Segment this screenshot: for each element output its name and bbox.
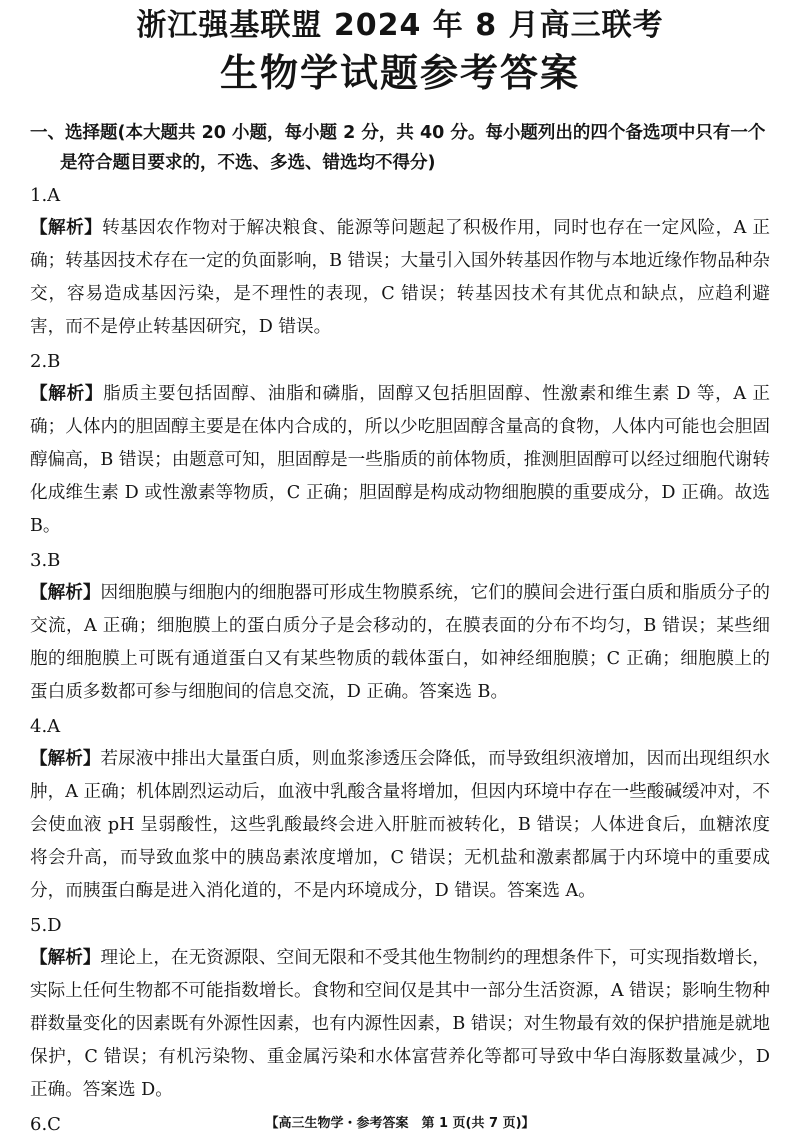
question-item <box>30 545 770 709</box>
answer-key-title: 生物学试题参考答案 <box>219 50 580 95</box>
exam-title: 浙江强基联盟 2024 年 8 月高三联考 <box>136 8 664 43</box>
analysis-label: 【解析】 <box>30 948 101 968</box>
question-analysis <box>30 942 770 1107</box>
analysis-text: 因细胞膜与细胞内的细胞器可形成生物膜系统，它们的膜间会进行蛋白质和脂质分子的交流，A 正确；细胞膜上的蛋白质分子是会移动的，在膜表面的分布不均匀，B 错误；某些细胞的细胞膜上可既有通道蛋白又有某些物质的载体蛋白，如神经细胞膜；C 正确；细胞膜上的蛋白质多数都可参与细胞间的信息交流，D 正确。答案选 B。 <box>30 583 770 702</box>
analysis-text: 若尿液中排出大量蛋白质，则血浆渗透压会降低，而导致组织液增加，因而出现组织水肿，A 正确；机体剧烈运动后，血液中乳酸含量将增加，但因内环境中存在一些酸碱缓冲对，不会使血液 pH 呈弱酸性，这些乳酸最终会进入肝脏而被转化，B 错误；人体进食后，血糖浓度将会升高，而导致血浆中的胰岛素浓度增加，C 错误；无机盐和激素都属于内环境中的重要成分，而胰蛋白酶是进入消化道的，不是内环境成分，D 错误。答案选 A。 <box>30 749 770 901</box>
question-number: 4.A <box>30 716 61 737</box>
question-analysis <box>30 212 770 344</box>
question-analysis <box>30 743 770 908</box>
question-number: 6.C <box>30 1114 61 1135</box>
analysis-text: 转基因农作物对于解决粮食、能源等问题起了积极作用，同时也存在一定风险，A 正确；转基因技术存在一定的负面影响，B 错误；大量引入国外转基因作物与本地近缘作物品种杂交，容易造成基因污染，是不理性的表现，C 错误；转基因技术有其优点和缺点，应趋利避害，而不是停止转基因研究，D 错误。 <box>30 218 770 337</box>
answer-page <box>0 8 800 1140</box>
analysis-label: 【解析】 <box>30 384 104 404</box>
analysis-label: 【解析】 <box>30 749 101 769</box>
question-item <box>30 711 770 908</box>
page-footer: 【高三生物学・参考答案 第 1 页(共 7 页)】 <box>265 1116 535 1131</box>
analysis-label: 【解析】 <box>30 583 101 603</box>
section-heading: 一、选择题(本大题共 20 小题，每小题 2 分，共 40 分。每小题列出的四个备选项中只有一个是符合题目要求的，不选、多选、错选均不得分) <box>30 123 766 173</box>
analysis-label: 【解析】 <box>30 218 103 238</box>
question-analysis <box>30 378 770 543</box>
question-item <box>30 346 770 543</box>
question-number: 5.D <box>30 915 62 936</box>
analysis-text: 理论上，在无资源限、空间无限和不受其他生物制约的理想条件下，可实现指数增长，实际上任何生物都不可能指数增长。食物和空间仅是其中一部分生活资源，A 错误；影响生物种群数量变化的因素既有外源性因素，也有内源性因素，B 错误；对生物最有效的保护措施是就地保护，C 错误；有机污染物、重金属污染和水体富营养化等都可导致中华白海豚数量减少，D 正确。答案选 D。 <box>30 948 770 1100</box>
question-analysis <box>30 577 770 709</box>
question-item <box>30 180 770 344</box>
page-header <box>30 8 770 96</box>
question-number: 3.B <box>30 550 61 571</box>
question-number: 1.A <box>30 185 61 206</box>
question-item <box>30 910 770 1107</box>
analysis-text: 脂质主要包括固醇、油脂和磷脂，固醇又包括胆固醇、性激素和维生素 D 等，A 正确；人体内的胆固醇主要是在体内合成的，所以少吃胆固醇含量高的食物，人体内可能也会胆固醇偏高，B 错误；由题意可知，胆固醇是一些脂质的前体物质，推测胆固醇可以经过细胞代谢转化成维生素 D 或性激素等物质，C 正确；胆固醇是构成动物细胞膜的重要成分，D 正确。故选 B。 <box>30 384 770 536</box>
question-number: 2.B <box>30 351 61 372</box>
